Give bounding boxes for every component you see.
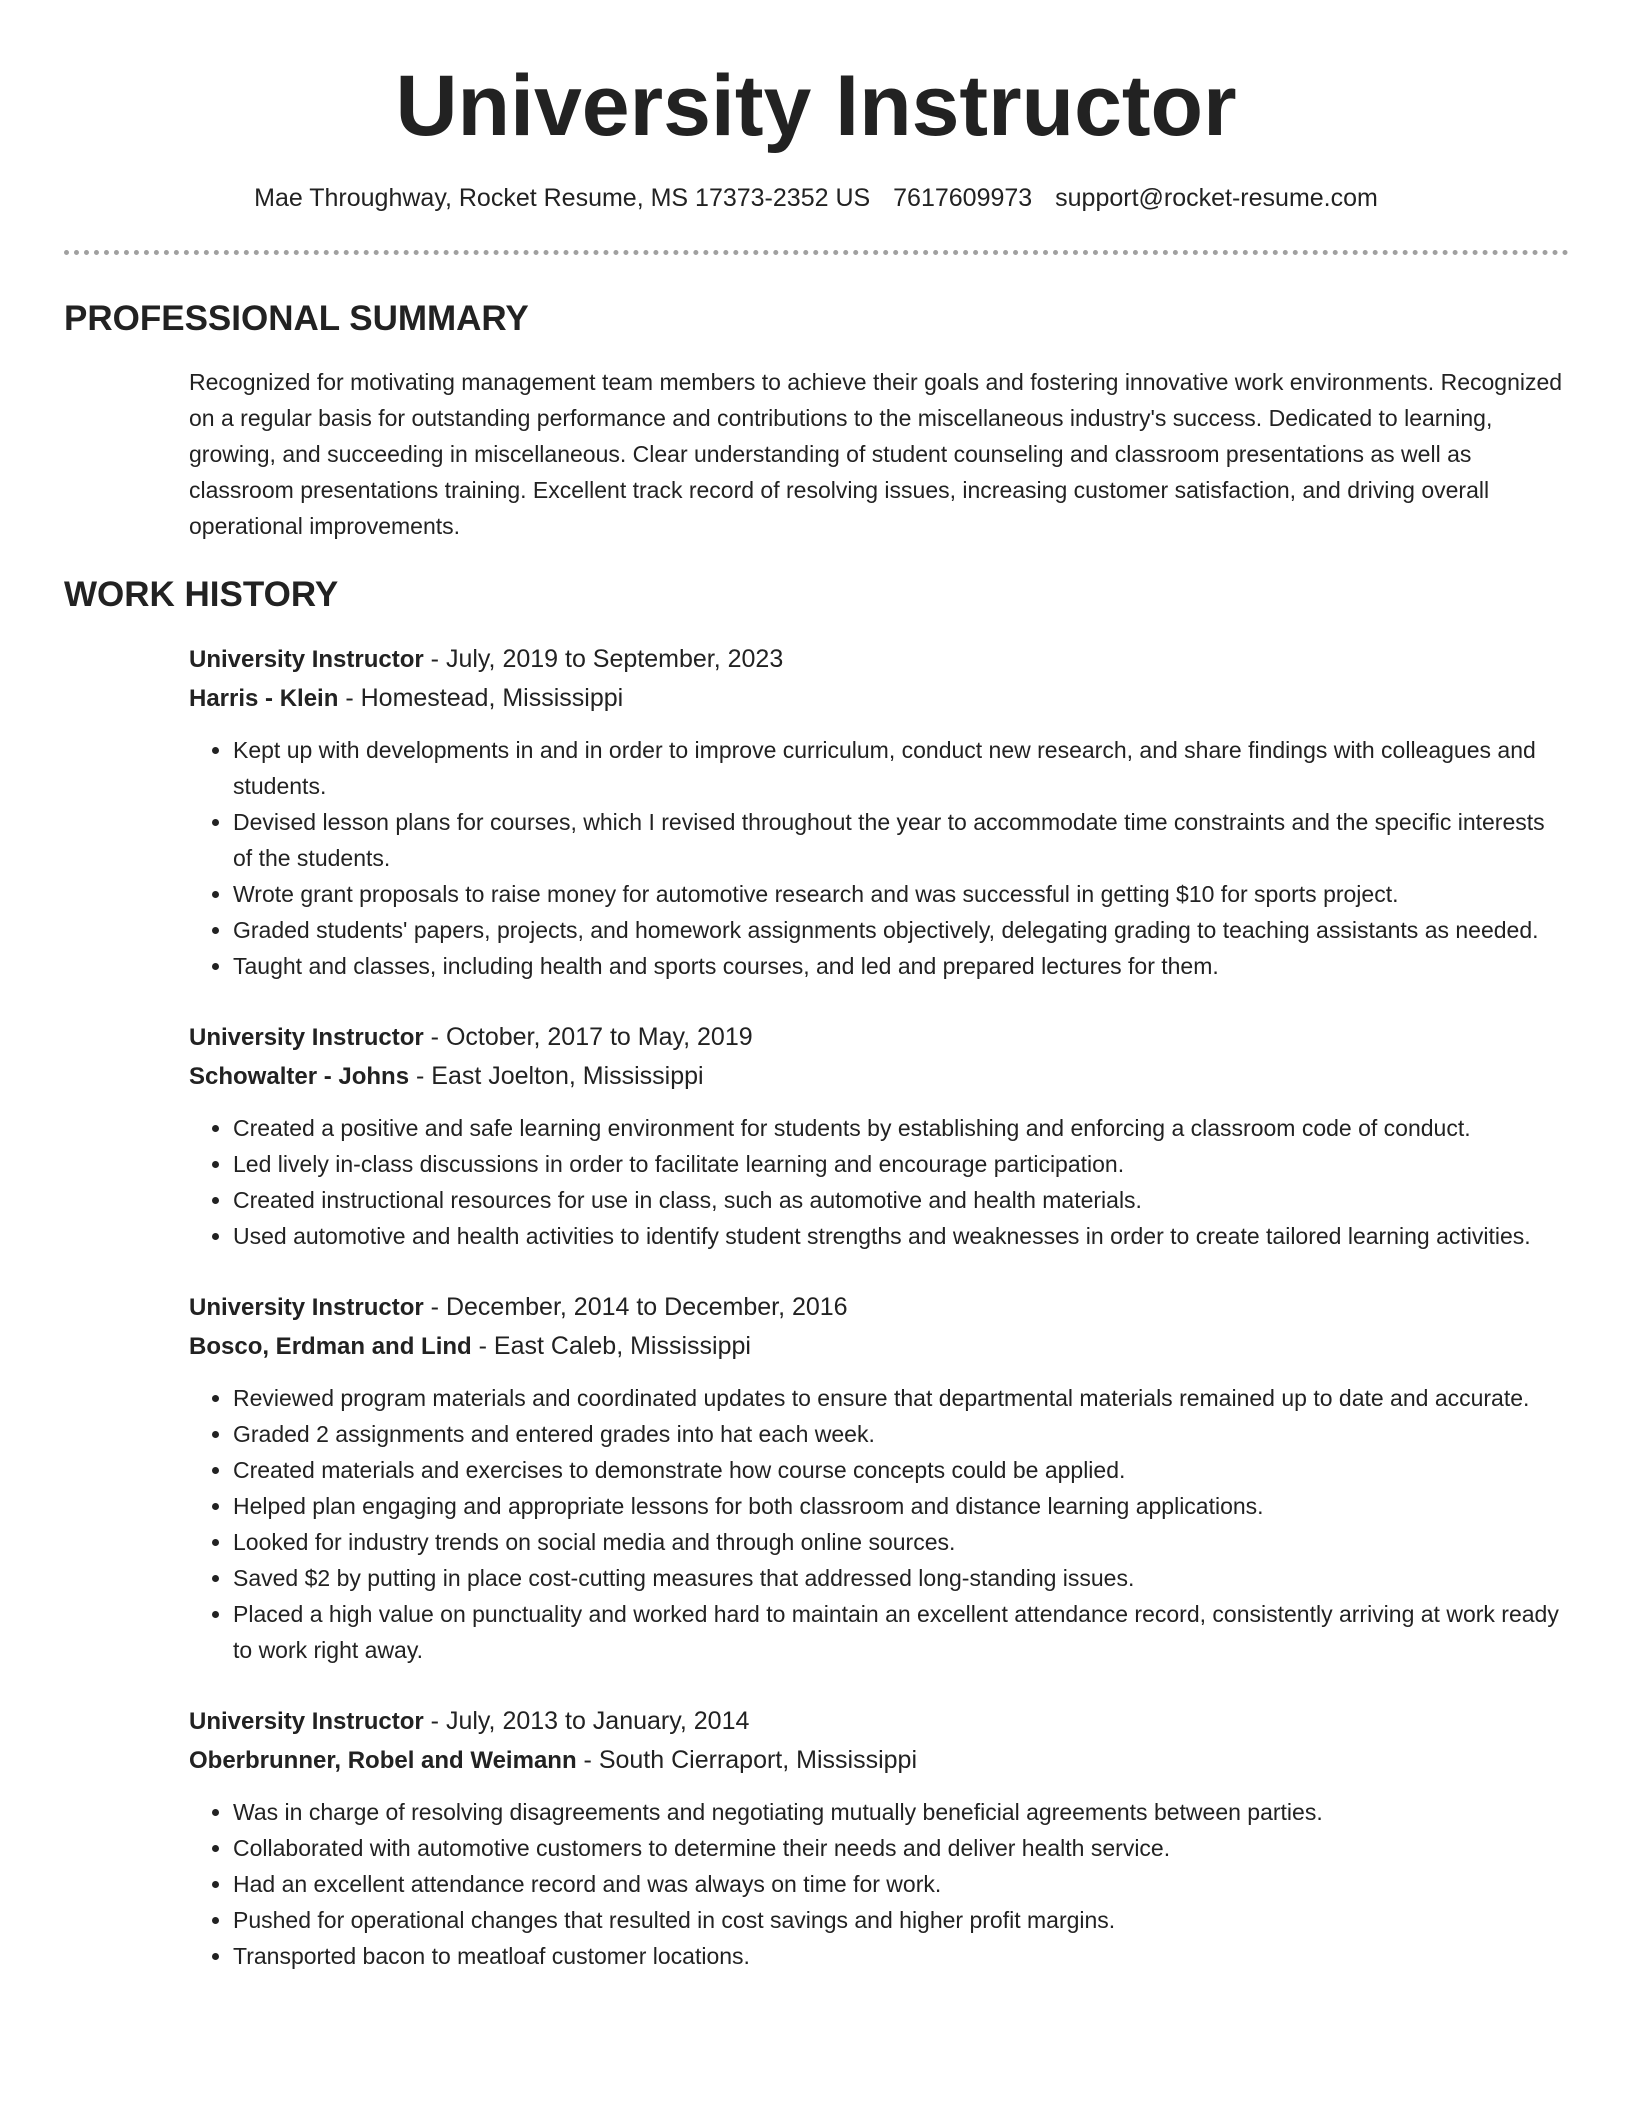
job-bullet: • Led lively in-class discussions in order to facilitate learning and encourage participation. xyxy=(233,1146,1569,1182)
job-company: Schowalter - Johns xyxy=(189,1063,410,1090)
work-history-heading: WORK HISTORY xyxy=(64,575,339,614)
job-separator: - xyxy=(338,684,361,712)
job-dates: October, 2017 to May, 2019 xyxy=(445,1023,753,1051)
job-bullet: • Wrote grant proposals to raise money for automotive research and was successful in getting $10 for sports project. xyxy=(233,876,1569,912)
job-bullet: • Saved $2 by putting in place cost-cutting measures that addressed long-standing issues. xyxy=(233,1560,1569,1596)
job-bullet: • Was in charge of resolving disagreements and negotiating mutually beneficial agreements between parties. xyxy=(233,1794,1569,1830)
job-separator: - xyxy=(576,1746,599,1774)
job-location: East Joelton, Mississippi xyxy=(431,1062,704,1090)
job-bullet: • Pushed for operational changes that resulted in cost savings and higher profit margins. xyxy=(233,1902,1569,1938)
job-bullet: • Collaborated with automotive customers to determine their needs and deliver health service. xyxy=(233,1830,1569,1866)
job-title: University Instructor xyxy=(189,1024,424,1051)
contact-address: Mae Throughway, Rocket Resume, MS 17373-2352 US xyxy=(254,184,871,212)
job-title-line xyxy=(189,1018,1569,1057)
job-separator: - xyxy=(471,1332,494,1360)
job-separator: - xyxy=(423,645,446,673)
job-company: Bosco, Erdman and Lind xyxy=(189,1333,472,1360)
job-entry xyxy=(189,640,1569,984)
job-location: Homestead, Mississippi xyxy=(360,684,624,712)
work-history-section xyxy=(189,640,1569,2008)
job-bullet: • Devised lesson plans for courses, which I revised throughout the year to accommodate time constraints and the specific interests of the students. xyxy=(233,804,1569,876)
contact-email: support@rocket-resume.com xyxy=(1055,184,1378,212)
job-separator: - xyxy=(423,1707,446,1735)
job-dates: December, 2014 to December, 2016 xyxy=(445,1293,848,1321)
job-title-line xyxy=(189,1702,1569,1741)
summary-section xyxy=(189,364,1569,544)
job-company: Harris - Klein xyxy=(189,685,339,712)
job-title: University Instructor xyxy=(189,1708,424,1735)
job-bullet: • Reviewed program materials and coordinated updates to ensure that departmental materials remained up to date and accurate. xyxy=(233,1380,1569,1416)
job-dates: July, 2013 to January, 2014 xyxy=(445,1707,750,1735)
header-divider xyxy=(64,250,1569,255)
job-bullet: • Created instructional resources for use in class, such as automotive and health materials. xyxy=(233,1182,1569,1218)
job-title-line xyxy=(189,1288,1569,1327)
job-company-line xyxy=(189,1741,1569,1780)
job-bullet: • Created materials and exercises to demonstrate how course concepts could be applied. xyxy=(233,1452,1569,1488)
summary-text: Recognized for motivating management team members to achieve their goals and fostering innovative work environments. Recognized on a regular basis for outstanding performance and contributions to the miscellaneous industry's success. Dedicated to learning, growing, and succeeding in miscellaneous. Clear understanding of student counseling and classroom presentations as well as classroom presentations training. Excellent track record of resolving issues, increasing customer satisfaction, and driving overall operational improvements. xyxy=(189,369,1563,539)
job-separator: - xyxy=(423,1023,446,1051)
page-title: University Instructor xyxy=(395,58,1237,154)
job-title-line xyxy=(189,640,1569,679)
job-title: University Instructor xyxy=(189,646,424,673)
job-bullet: • Transported bacon to meatloaf customer locations. xyxy=(233,1938,1569,1974)
job-entry xyxy=(189,1288,1569,1668)
job-bullet: • Looked for industry trends on social media and through online sources. xyxy=(233,1524,1569,1560)
job-company: Oberbrunner, Robel and Weimann xyxy=(189,1747,577,1774)
job-bullets xyxy=(189,1110,1569,1254)
job-separator: - xyxy=(409,1062,432,1090)
job-title: University Instructor xyxy=(189,1294,424,1321)
job-bullet: • Placed a high value on punctuality and worked hard to maintain an excellent attendance record, consistently arriving at work ready to work right away. xyxy=(233,1596,1569,1668)
job-location: South Cierraport, Mississippi xyxy=(598,1746,917,1774)
job-bullet: • Created a positive and safe learning environment for students by establishing and enforcing a classroom code of conduct. xyxy=(233,1110,1569,1146)
job-bullets xyxy=(189,1794,1569,1974)
summary-heading: PROFESSIONAL SUMMARY xyxy=(64,299,529,338)
job-bullet: • Taught and classes, including health and sports courses, and led and prepared lectures for them. xyxy=(233,948,1569,984)
job-company-line xyxy=(189,1057,1569,1096)
job-company-line xyxy=(189,679,1569,718)
job-bullet: • Had an excellent attendance record and was always on time for work. xyxy=(233,1866,1569,1902)
job-location: East Caleb, Mississippi xyxy=(493,1332,751,1360)
job-bullet: • Used automotive and health activities to identify student strengths and weaknesses in order to create tailored learning activities. xyxy=(233,1218,1569,1254)
job-entry xyxy=(189,1018,1569,1254)
job-bullets xyxy=(189,1380,1569,1668)
job-bullet: • Graded 2 assignments and entered grades into hat each week. xyxy=(233,1416,1569,1452)
job-entry xyxy=(189,1702,1569,1974)
contact-line xyxy=(0,180,1632,216)
contact-phone: 7617609973 xyxy=(893,184,1033,212)
job-bullets xyxy=(189,732,1569,984)
job-bullet: • Graded students' papers, projects, and homework assignments objectively, delegating grading to teaching assistants as needed. xyxy=(233,912,1569,948)
job-bullet: • Kept up with developments in and in order to improve curriculum, conduct new research, and share findings with colleagues and students. xyxy=(233,732,1569,804)
job-bullet: • Helped plan engaging and appropriate lessons for both classroom and distance learning applications. xyxy=(233,1488,1569,1524)
job-company-line xyxy=(189,1327,1569,1366)
job-dates: July, 2019 to September, 2023 xyxy=(445,645,784,673)
job-separator: - xyxy=(423,1293,446,1321)
